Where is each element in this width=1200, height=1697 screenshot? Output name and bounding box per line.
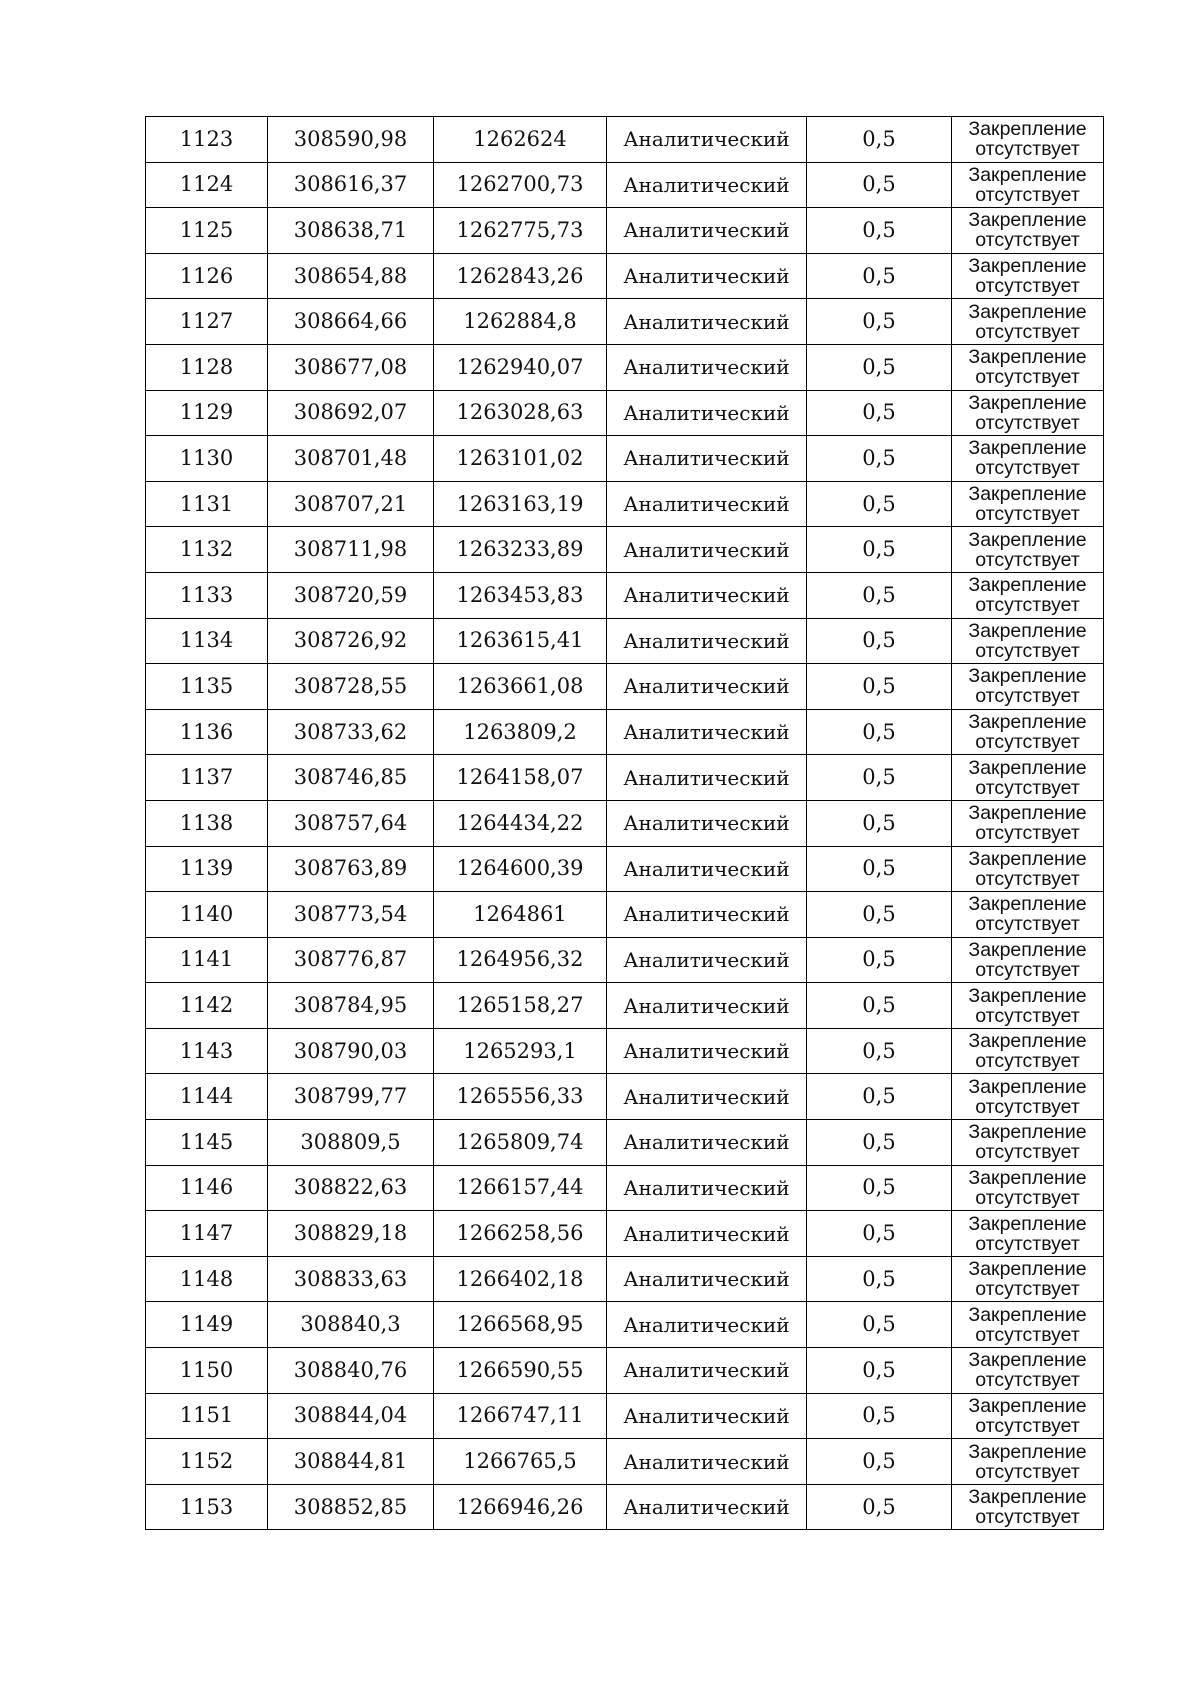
table-row xyxy=(146,1256,1104,1302)
y-coordinate-cell: 1262775,73 xyxy=(434,208,607,254)
table-row xyxy=(146,390,1104,436)
table-row xyxy=(146,800,1104,846)
method-cell: Аналитический xyxy=(607,1302,807,1348)
y-coordinate-cell: 1263101,02 xyxy=(434,436,607,482)
method-cell: Аналитический xyxy=(607,1074,807,1120)
y-coordinate-cell: 1265293,1 xyxy=(434,1028,607,1074)
method-cell: Аналитический xyxy=(607,344,807,390)
table-row xyxy=(146,1348,1104,1394)
y-coordinate-cell: 1262700,73 xyxy=(434,162,607,208)
method-cell: Аналитический xyxy=(607,253,807,299)
fixation-text-line1: Закрепление xyxy=(968,619,1087,642)
point-number-cell: 1135 xyxy=(146,664,268,710)
fixation-text-line1: Закрепление xyxy=(968,1258,1087,1281)
method-cell: Аналитический xyxy=(607,937,807,983)
x-coordinate-cell: 308840,3 xyxy=(268,1302,434,1348)
fixation-text-line2: отсутствует xyxy=(975,1004,1080,1027)
x-coordinate-cell: 308616,37 xyxy=(268,162,434,208)
fixation-cell xyxy=(952,208,1104,254)
accuracy-cell: 0,5 xyxy=(807,1348,952,1394)
accuracy-cell: 0,5 xyxy=(807,481,952,527)
accuracy-cell: 0,5 xyxy=(807,299,952,345)
accuracy-cell: 0,5 xyxy=(807,436,952,482)
method-cell: Аналитический xyxy=(607,527,807,573)
table-row xyxy=(146,344,1104,390)
fixation-text-line2: отсутствует xyxy=(975,1369,1080,1392)
table-row xyxy=(146,208,1104,254)
table-row xyxy=(146,1393,1104,1439)
method-cell: Аналитический xyxy=(607,846,807,892)
y-coordinate-cell: 1265809,74 xyxy=(434,1120,607,1166)
fixation-text-line2: отсутствует xyxy=(975,1460,1080,1483)
y-coordinate-cell: 1263233,89 xyxy=(434,527,607,573)
fixation-text-line1: Закрепление xyxy=(968,209,1087,232)
fixation-text-line1: Закрепление xyxy=(968,665,1087,688)
table-row xyxy=(146,572,1104,618)
point-number-cell: 1144 xyxy=(146,1074,268,1120)
fixation-text-line2: отсутствует xyxy=(975,411,1080,434)
table-row xyxy=(146,1120,1104,1166)
y-coordinate-cell: 1266402,18 xyxy=(434,1256,607,1302)
x-coordinate-cell: 308720,59 xyxy=(268,572,434,618)
point-number-cell: 1132 xyxy=(146,527,268,573)
fixation-cell xyxy=(952,436,1104,482)
method-cell: Аналитический xyxy=(607,1120,807,1166)
accuracy-cell: 0,5 xyxy=(807,1256,952,1302)
accuracy-cell: 0,5 xyxy=(807,527,952,573)
x-coordinate-cell: 308726,92 xyxy=(268,618,434,664)
table-row xyxy=(146,1211,1104,1257)
fixation-cell xyxy=(952,1393,1104,1439)
fixation-cell xyxy=(952,117,1104,163)
fixation-text-line2: отсутствует xyxy=(975,1186,1080,1209)
fixation-text-line2: отсутствует xyxy=(975,1050,1080,1073)
point-number-cell: 1139 xyxy=(146,846,268,892)
fixation-cell xyxy=(952,755,1104,801)
point-number-cell: 1151 xyxy=(146,1393,268,1439)
method-cell: Аналитический xyxy=(607,436,807,482)
fixation-text-line2: отсутствует xyxy=(975,639,1080,662)
method-cell: Аналитический xyxy=(607,755,807,801)
point-number-cell: 1145 xyxy=(146,1120,268,1166)
x-coordinate-cell: 308790,03 xyxy=(268,1028,434,1074)
fixation-cell xyxy=(952,1120,1104,1166)
point-number-cell: 1130 xyxy=(146,436,268,482)
y-coordinate-cell: 1263028,63 xyxy=(434,390,607,436)
method-cell: Аналитический xyxy=(607,1028,807,1074)
method-cell: Аналитический xyxy=(607,299,807,345)
method-cell: Аналитический xyxy=(607,117,807,163)
fixation-text-line1: Закрепление xyxy=(968,1212,1087,1235)
y-coordinate-cell: 1263163,19 xyxy=(434,481,607,527)
accuracy-cell: 0,5 xyxy=(807,846,952,892)
point-number-cell: 1137 xyxy=(146,755,268,801)
x-coordinate-cell: 308654,88 xyxy=(268,253,434,299)
accuracy-cell: 0,5 xyxy=(807,1165,952,1211)
x-coordinate-cell: 308677,08 xyxy=(268,344,434,390)
x-coordinate-cell: 308711,98 xyxy=(268,527,434,573)
x-coordinate-cell: 308664,66 xyxy=(268,299,434,345)
table-row xyxy=(146,1074,1104,1120)
point-number-cell: 1152 xyxy=(146,1439,268,1485)
fixation-text-line1: Закрепление xyxy=(968,346,1087,369)
fixation-text-line1: Закрепление xyxy=(968,1075,1087,1098)
accuracy-cell: 0,5 xyxy=(807,1439,952,1485)
fixation-cell xyxy=(952,1074,1104,1120)
y-coordinate-cell: 1264600,39 xyxy=(434,846,607,892)
fixation-text-line1: Закрепление xyxy=(968,1303,1087,1326)
fixation-cell xyxy=(952,1302,1104,1348)
method-cell: Аналитический xyxy=(607,1484,807,1530)
accuracy-cell: 0,5 xyxy=(807,344,952,390)
point-number-cell: 1133 xyxy=(146,572,268,618)
accuracy-cell: 0,5 xyxy=(807,208,952,254)
fixation-text-line2: отсутствует xyxy=(975,776,1080,799)
point-number-cell: 1127 xyxy=(146,299,268,345)
method-cell: Аналитический xyxy=(607,892,807,938)
point-number-cell: 1126 xyxy=(146,253,268,299)
y-coordinate-cell: 1266747,11 xyxy=(434,1393,607,1439)
fixation-text-line1: Закрепление xyxy=(968,847,1087,870)
point-number-cell: 1146 xyxy=(146,1165,268,1211)
method-cell: Аналитический xyxy=(607,618,807,664)
table-row xyxy=(146,618,1104,664)
y-coordinate-cell: 1262884,8 xyxy=(434,299,607,345)
fixation-cell xyxy=(952,481,1104,527)
fixation-text-line2: отсутствует xyxy=(975,320,1080,343)
table-row xyxy=(146,527,1104,573)
accuracy-cell: 0,5 xyxy=(807,1393,952,1439)
x-coordinate-cell: 308833,63 xyxy=(268,1256,434,1302)
method-cell: Аналитический xyxy=(607,1439,807,1485)
method-cell: Аналитический xyxy=(607,1165,807,1211)
x-coordinate-cell: 308844,81 xyxy=(268,1439,434,1485)
fixation-cell xyxy=(952,892,1104,938)
fixation-text-line2: отсутствует xyxy=(975,229,1080,252)
fixation-cell xyxy=(952,709,1104,755)
point-number-cell: 1148 xyxy=(146,1256,268,1302)
table-row xyxy=(146,253,1104,299)
x-coordinate-cell: 308852,85 xyxy=(268,1484,434,1530)
fixation-text-line1: Закрепление xyxy=(968,984,1087,1007)
fixation-text-line1: Закрепление xyxy=(968,118,1087,141)
y-coordinate-cell: 1262843,26 xyxy=(434,253,607,299)
x-coordinate-cell: 308638,71 xyxy=(268,208,434,254)
fixation-text-line2: отсутствует xyxy=(975,867,1080,890)
fixation-text-line2: отсутствует xyxy=(975,731,1080,754)
table-row xyxy=(146,117,1104,163)
fixation-cell xyxy=(952,1256,1104,1302)
table-row xyxy=(146,299,1104,345)
x-coordinate-cell: 308799,77 xyxy=(268,1074,434,1120)
fixation-text-line2: отсутствует xyxy=(975,1414,1080,1437)
y-coordinate-cell: 1266157,44 xyxy=(434,1165,607,1211)
point-number-cell: 1134 xyxy=(146,618,268,664)
fixation-text-line1: Закрепление xyxy=(968,938,1087,961)
y-coordinate-cell: 1264956,32 xyxy=(434,937,607,983)
fixation-text-line2: отсутствует xyxy=(975,1232,1080,1255)
fixation-cell xyxy=(952,1028,1104,1074)
table-row xyxy=(146,755,1104,801)
fixation-cell xyxy=(952,937,1104,983)
point-number-cell: 1125 xyxy=(146,208,268,254)
y-coordinate-cell: 1265158,27 xyxy=(434,983,607,1029)
method-cell: Аналитический xyxy=(607,162,807,208)
accuracy-cell: 0,5 xyxy=(807,937,952,983)
table-row xyxy=(146,436,1104,482)
point-number-cell: 1136 xyxy=(146,709,268,755)
fixation-cell xyxy=(952,846,1104,892)
method-cell: Аналитический xyxy=(607,709,807,755)
fixation-cell xyxy=(952,664,1104,710)
fixation-cell xyxy=(952,299,1104,345)
y-coordinate-cell: 1266568,95 xyxy=(434,1302,607,1348)
x-coordinate-cell: 308757,64 xyxy=(268,800,434,846)
x-coordinate-cell: 308733,62 xyxy=(268,709,434,755)
point-number-cell: 1150 xyxy=(146,1348,268,1394)
fixation-cell xyxy=(952,1439,1104,1485)
x-coordinate-cell: 308763,89 xyxy=(268,846,434,892)
fixation-text-line2: отсутствует xyxy=(975,183,1080,206)
x-coordinate-cell: 308692,07 xyxy=(268,390,434,436)
fixation-text-line1: Закрепление xyxy=(968,1394,1087,1417)
fixation-text-line1: Закрепление xyxy=(968,163,1087,186)
accuracy-cell: 0,5 xyxy=(807,892,952,938)
point-number-cell: 1138 xyxy=(146,800,268,846)
fixation-cell xyxy=(952,1165,1104,1211)
accuracy-cell: 0,5 xyxy=(807,1028,952,1074)
fixation-text-line1: Закрепление xyxy=(968,1030,1087,1053)
method-cell: Аналитический xyxy=(607,208,807,254)
fixation-cell xyxy=(952,344,1104,390)
point-number-cell: 1128 xyxy=(146,344,268,390)
point-number-cell: 1149 xyxy=(146,1302,268,1348)
x-coordinate-cell: 308746,85 xyxy=(268,755,434,801)
method-cell: Аналитический xyxy=(607,1211,807,1257)
fixation-cell xyxy=(952,390,1104,436)
fixation-cell xyxy=(952,253,1104,299)
fixation-text-line2: отсутствует xyxy=(975,1506,1080,1529)
fixation-text-line1: Закрепление xyxy=(968,255,1087,278)
fixation-text-line2: отсутствует xyxy=(975,548,1080,571)
x-coordinate-cell: 308844,04 xyxy=(268,1393,434,1439)
accuracy-cell: 0,5 xyxy=(807,1302,952,1348)
accuracy-cell: 0,5 xyxy=(807,1120,952,1166)
accuracy-cell: 0,5 xyxy=(807,390,952,436)
table-row xyxy=(146,1484,1104,1530)
table-row xyxy=(146,1439,1104,1485)
method-cell: Аналитический xyxy=(607,572,807,618)
fixation-text-line2: отсутствует xyxy=(975,138,1080,161)
accuracy-cell: 0,5 xyxy=(807,162,952,208)
point-number-cell: 1140 xyxy=(146,892,268,938)
accuracy-cell: 0,5 xyxy=(807,983,952,1029)
table-row xyxy=(146,937,1104,983)
fixation-text-line2: отсутствует xyxy=(975,594,1080,617)
accuracy-cell: 0,5 xyxy=(807,1211,952,1257)
table-row xyxy=(146,1165,1104,1211)
fixation-text-line2: отсутствует xyxy=(975,685,1080,708)
coordinates-table xyxy=(145,116,1104,1530)
fixation-cell xyxy=(952,800,1104,846)
fixation-text-line1: Закрепление xyxy=(968,802,1087,825)
accuracy-cell: 0,5 xyxy=(807,618,952,664)
accuracy-cell: 0,5 xyxy=(807,1484,952,1530)
y-coordinate-cell: 1262624 xyxy=(434,117,607,163)
fixation-cell xyxy=(952,983,1104,1029)
fixation-text-line2: отсутствует xyxy=(975,1141,1080,1164)
fixation-text-line2: отсутствует xyxy=(975,366,1080,389)
table-row xyxy=(146,162,1104,208)
method-cell: Аналитический xyxy=(607,1393,807,1439)
point-number-cell: 1153 xyxy=(146,1484,268,1530)
fixation-text-line2: отсутствует xyxy=(975,822,1080,845)
y-coordinate-cell: 1265556,33 xyxy=(434,1074,607,1120)
fixation-text-line2: отсутствует xyxy=(975,1095,1080,1118)
fixation-text-line2: отсутствует xyxy=(975,275,1080,298)
fixation-text-line2: отсутствует xyxy=(975,913,1080,936)
table-row xyxy=(146,983,1104,1029)
method-cell: Аналитический xyxy=(607,1348,807,1394)
y-coordinate-cell: 1263615,41 xyxy=(434,618,607,664)
fixation-text-line1: Закрепление xyxy=(968,1486,1087,1509)
x-coordinate-cell: 308829,18 xyxy=(268,1211,434,1257)
x-coordinate-cell: 308728,55 xyxy=(268,664,434,710)
fixation-text-line1: Закрепление xyxy=(968,528,1087,551)
fixation-text-line1: Закрепление xyxy=(968,1166,1087,1189)
fixation-cell xyxy=(952,1348,1104,1394)
fixation-text-line1: Закрепление xyxy=(968,391,1087,414)
method-cell: Аналитический xyxy=(607,983,807,1029)
x-coordinate-cell: 308809,5 xyxy=(268,1120,434,1166)
method-cell: Аналитический xyxy=(607,800,807,846)
accuracy-cell: 0,5 xyxy=(807,755,952,801)
accuracy-cell: 0,5 xyxy=(807,117,952,163)
x-coordinate-cell: 308701,48 xyxy=(268,436,434,482)
y-coordinate-cell: 1262940,07 xyxy=(434,344,607,390)
table-row xyxy=(146,1028,1104,1074)
x-coordinate-cell: 308822,63 xyxy=(268,1165,434,1211)
point-number-cell: 1141 xyxy=(146,937,268,983)
table-row xyxy=(146,709,1104,755)
accuracy-cell: 0,5 xyxy=(807,709,952,755)
y-coordinate-cell: 1266258,56 xyxy=(434,1211,607,1257)
fixation-text-line1: Закрепление xyxy=(968,1440,1087,1463)
x-coordinate-cell: 308773,54 xyxy=(268,892,434,938)
fixation-text-line1: Закрепление xyxy=(968,711,1087,734)
accuracy-cell: 0,5 xyxy=(807,572,952,618)
x-coordinate-cell: 308776,87 xyxy=(268,937,434,983)
fixation-text-line2: отсутствует xyxy=(975,457,1080,480)
fixation-text-line1: Закрепление xyxy=(968,1349,1087,1372)
fixation-text-line2: отсутствует xyxy=(975,503,1080,526)
y-coordinate-cell: 1263809,2 xyxy=(434,709,607,755)
accuracy-cell: 0,5 xyxy=(807,1074,952,1120)
fixation-cell xyxy=(952,527,1104,573)
fixation-text-line2: отсутствует xyxy=(975,958,1080,981)
table-row xyxy=(146,846,1104,892)
x-coordinate-cell: 308590,98 xyxy=(268,117,434,163)
fixation-cell xyxy=(952,1211,1104,1257)
method-cell: Аналитический xyxy=(607,390,807,436)
point-number-cell: 1124 xyxy=(146,162,268,208)
x-coordinate-cell: 308784,95 xyxy=(268,983,434,1029)
y-coordinate-cell: 1263453,83 xyxy=(434,572,607,618)
fixation-text-line1: Закрепление xyxy=(968,437,1087,460)
method-cell: Аналитический xyxy=(607,481,807,527)
x-coordinate-cell: 308840,76 xyxy=(268,1348,434,1394)
y-coordinate-cell: 1264434,22 xyxy=(434,800,607,846)
fixation-text-line1: Закрепление xyxy=(968,300,1087,323)
y-coordinate-cell: 1266590,55 xyxy=(434,1348,607,1394)
fixation-text-line1: Закрепление xyxy=(968,574,1087,597)
accuracy-cell: 0,5 xyxy=(807,800,952,846)
x-coordinate-cell: 308707,21 xyxy=(268,481,434,527)
point-number-cell: 1147 xyxy=(146,1211,268,1257)
fixation-text-line1: Закрепление xyxy=(968,756,1087,779)
fixation-text-line1: Закрепление xyxy=(968,1121,1087,1144)
y-coordinate-cell: 1263661,08 xyxy=(434,664,607,710)
table-row xyxy=(146,481,1104,527)
point-number-cell: 1142 xyxy=(146,983,268,1029)
accuracy-cell: 0,5 xyxy=(807,664,952,710)
y-coordinate-cell: 1264158,07 xyxy=(434,755,607,801)
table-row xyxy=(146,1302,1104,1348)
table-body xyxy=(146,117,1104,1530)
point-number-cell: 1143 xyxy=(146,1028,268,1074)
fixation-cell xyxy=(952,162,1104,208)
fixation-cell xyxy=(952,572,1104,618)
y-coordinate-cell: 1264861 xyxy=(434,892,607,938)
method-cell: Аналитический xyxy=(607,664,807,710)
fixation-text-line2: отсутствует xyxy=(975,1323,1080,1346)
point-number-cell: 1123 xyxy=(146,117,268,163)
table-row xyxy=(146,664,1104,710)
point-number-cell: 1129 xyxy=(146,390,268,436)
fixation-text-line1: Закрепление xyxy=(968,483,1087,506)
y-coordinate-cell: 1266765,5 xyxy=(434,1439,607,1485)
accuracy-cell: 0,5 xyxy=(807,253,952,299)
table-row xyxy=(146,892,1104,938)
fixation-text-line2: отсутствует xyxy=(975,1278,1080,1301)
method-cell: Аналитический xyxy=(607,1256,807,1302)
fixation-cell xyxy=(952,618,1104,664)
fixation-cell xyxy=(952,1484,1104,1530)
y-coordinate-cell: 1266946,26 xyxy=(434,1484,607,1530)
fixation-text-line1: Закрепление xyxy=(968,893,1087,916)
point-number-cell: 1131 xyxy=(146,481,268,527)
